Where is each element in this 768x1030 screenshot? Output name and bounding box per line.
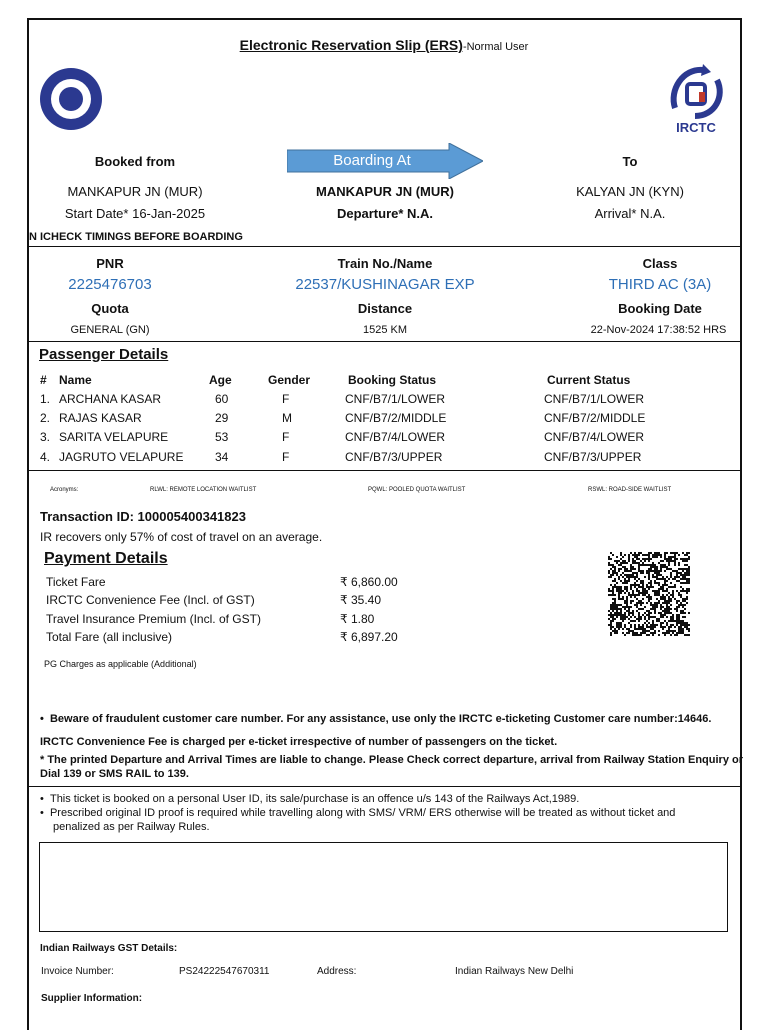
passenger-name: SARITA VELAPURE [59,430,169,444]
fare-label: IRCTC Convenience Fee (Incl. of GST) [46,593,255,607]
ers-title: Electronic Reservation Slip (ERS) [239,37,463,53]
fare-amount: ₹ 6,860.00 [340,575,398,589]
fraud-notice [40,713,711,725]
class-value: THIRD AC (3A) [608,276,712,293]
passenger-gender: M [282,411,292,425]
supplier-info-label: Supplier Information: [41,993,143,1004]
booking-status: CNF/B7/2/MIDDLE [345,411,447,425]
timing-notice-line2: Dial 139 or SMS RAIL to 139. [40,768,189,780]
fraud-notice-text: Beware of fraudulent customer care number. For any assistance, use only the IRCTC e-ticketing Customer care number:14646. [49,713,712,725]
col-header-age: Age [209,373,232,387]
arrival-time: Arrival* N.A. [594,206,666,221]
advertisement-box [39,842,728,932]
acronym-pqwl: PQWL: POOLED QUOTA WAITLIST [368,487,466,493]
divider [27,341,740,342]
address-label: Address: [317,966,357,977]
to-station: KALYAN JN (KYN) [576,184,684,199]
boarding-station: MANKAPUR JN (MUR) [316,184,454,199]
pg-charges-note: PG Charges as applicable (Additional) [44,659,197,669]
qr-code [608,552,690,636]
invoice-number: PS24222547670311 [179,966,270,977]
train-value: 22537/KUSHINAGAR EXP [295,276,475,293]
divider [27,786,740,787]
booking-status: CNF/B7/3/UPPER [345,450,443,464]
start-date: Start Date* 16-Jan-2025 [64,206,206,221]
passenger-gender: F [282,430,290,444]
distance-value: 1525 KM [362,324,408,336]
passenger-gender: F [282,450,290,464]
passenger-name: RAJAS KASAR [59,411,142,425]
checkin-note: N ICHECK TIMINGS BEFORE BOARDING [29,231,243,243]
booking-date-value: 22-Nov-2024 17:38:52 HRS [590,324,727,336]
passenger-gender: F [282,392,290,406]
to-label: To [622,154,638,169]
fare-label: Total Fare (all inclusive) [46,630,173,644]
irctc-wordmark: IRCTC [676,120,716,135]
quota-label: Quota [91,301,129,316]
id-proof-notice-line2: penalized as per Railway Rules. [53,821,210,833]
ers-title-suffix: -Normal User [462,41,529,53]
bullet-icon: • [40,713,50,725]
distance-label: Distance [357,301,413,316]
booking-status: CNF/B7/4/LOWER [345,430,446,444]
col-header-booking-status: Booking Status [348,373,437,387]
acronym-rlwl: RLWL: REMOTE LOCATION WAITLIST [150,487,257,493]
pnr-label: PNR [96,256,124,271]
row-num: 3. [40,430,51,444]
page-title [0,37,768,53]
current-status: CNF/B7/1/LOWER [544,392,645,406]
divider [27,246,740,247]
booking-status: CNF/B7/1/LOWER [345,392,446,406]
col-header-name: Name [59,373,92,387]
id-proof-text: Prescribed original ID proof is required while travelling along with SMS/ VRM/ ERS otherwise will be treated as without ticket and [49,807,676,819]
passenger-details-title: Passenger Details [39,346,169,363]
fare-amount: ₹ 1.80 [340,612,375,626]
from-station: MANKAPUR JN (MUR) [67,184,203,199]
id-proof-notice [40,807,675,819]
fare-amount: ₹ 35.40 [340,593,381,607]
payment-details-title: Payment Details [44,550,168,567]
passenger-name: JAGRUTO VELAPURE [59,450,184,464]
fee-notice: IRCTC Convenience Fee is charged per e-ticket irrespective of number of passengers on the ticket. [40,736,558,748]
col-header-num: # [40,373,47,387]
bullet-icon: • [40,807,50,819]
departure-time: Departure* N.A. [336,206,434,221]
passenger-name: ARCHANA KASAR [59,392,162,406]
address-value: Indian Railways New Delhi [455,966,574,977]
gst-title: Indian Railways GST Details: [40,943,178,954]
train-label: Train No./Name [337,256,433,271]
row-num: 4. [40,450,51,464]
irctc-logo [665,60,727,138]
fare-amount: ₹ 6,897.20 [340,630,398,644]
personal-id-notice [40,793,579,805]
passenger-age: 34 [215,450,229,464]
passenger-age: 60 [215,392,229,406]
class-label: Class [642,256,678,271]
fare-label: Travel Insurance Premium (Incl. of GST) [46,612,261,626]
col-header-current-status: Current Status [547,373,631,387]
row-num: 1. [40,392,51,406]
recovery-note: IR recovers only 57% of cost of travel on an average. [40,530,323,544]
personal-id-text: This ticket is booked on a personal User ID, its sale/purchase is an offence u/s 143 of the Railways Act,1989. [49,793,580,805]
pnr-value: 2225476703 [68,276,152,293]
current-status: CNF/B7/4/LOWER [544,430,645,444]
invoice-label: Invoice Number: [41,966,114,977]
transaction-id: Transaction ID: 100005400341823 [40,509,246,524]
current-status: CNF/B7/3/UPPER [544,450,642,464]
boarding-at-label: Boarding At [333,152,411,169]
booking-date-label: Booking Date [618,301,702,316]
quota-value: GENERAL (GN) [70,324,150,336]
fare-label: Ticket Fare [46,575,106,589]
indian-railways-logo [40,68,102,130]
timing-notice-line1: * The printed Departure and Arrival Times are liable to change. Please Check correct departure, arrival from Railway Station Enquiry or [40,754,744,766]
acronyms-label: Acronyms: [50,487,79,493]
passenger-age: 53 [215,430,229,444]
divider [27,470,740,471]
current-status: CNF/B7/2/MIDDLE [544,411,646,425]
bullet-icon: • [40,793,50,805]
acronym-rswl: RSWL: ROAD-SIDE WAITLIST [588,487,672,493]
row-num: 2. [40,411,51,425]
col-header-gender: Gender [268,373,311,387]
passenger-age: 29 [215,411,229,425]
booked-from-label: Booked from [94,154,176,169]
